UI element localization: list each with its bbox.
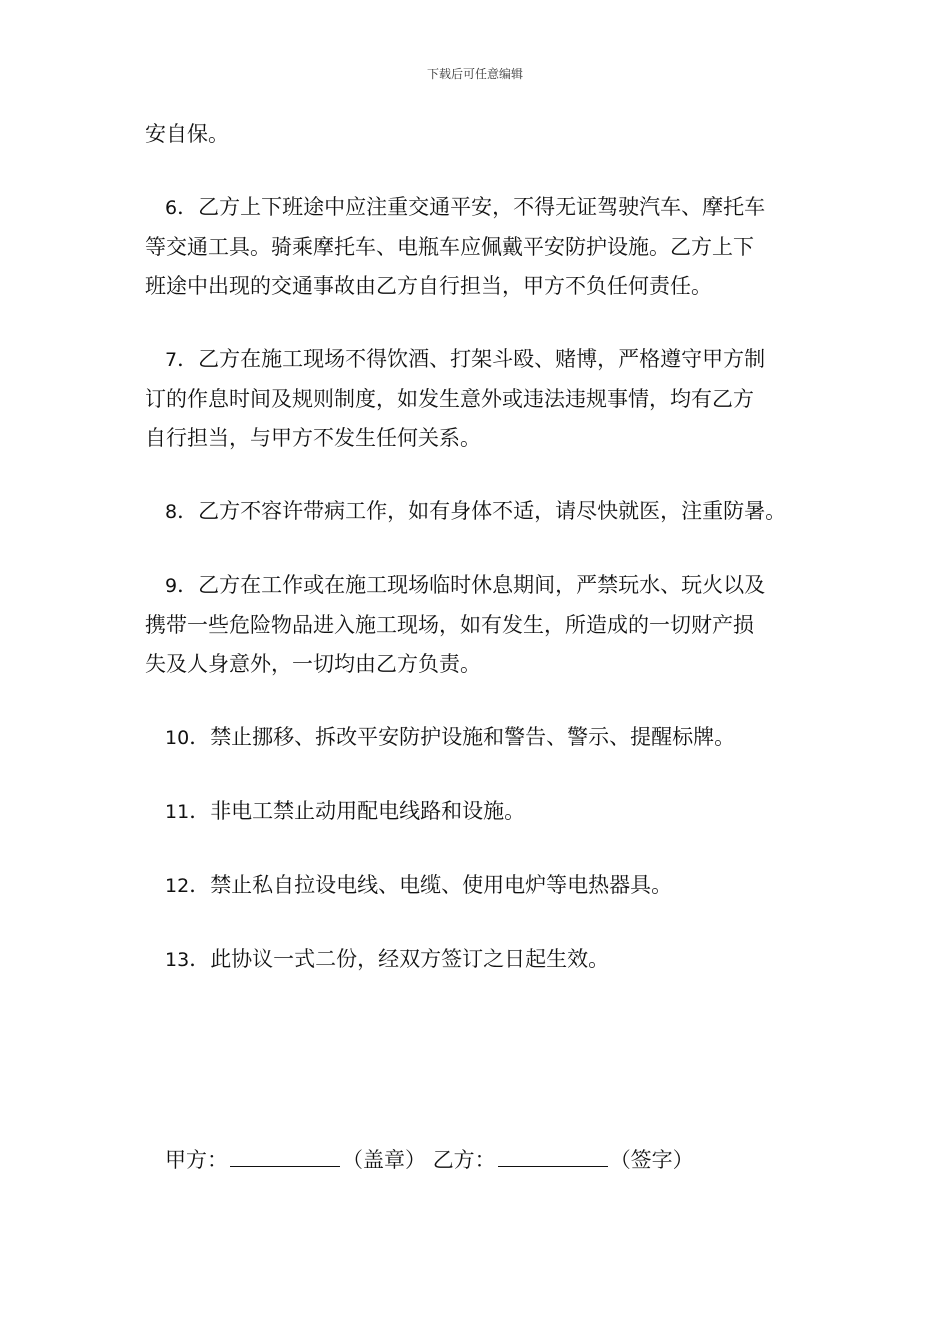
page-header: 下载后可任意编辑 [426,67,523,81]
document-body [145,115,825,980]
clause-line: 等交通工具。骑乘摩托车、电瓶车应佩戴平安防护设施。乙方上下 [145,235,754,259]
clause-number: 10 [165,727,190,749]
clause-8 [145,492,825,532]
clause-line: 自行担当，与甲方不发生任何关系。 [145,426,481,450]
clause-number: 7 [165,349,178,371]
clause-10 [145,718,825,758]
clause-number: 13 [165,949,190,971]
clause-13 [145,940,825,980]
continuation-line: 安自保。 [145,122,229,146]
clause-number: 8 [165,501,178,523]
clause-12 [145,866,825,906]
clause-number: 9 [165,575,178,597]
clause-7 [145,340,825,458]
clause-number: 12 [165,875,190,897]
clause-6 [145,188,825,306]
clause-line: 7．乙方在施工现场不得饮酒、打架斗殴、赌博，严格遵守甲方制 [165,347,766,371]
party-b-sign-note: （签字） [609,1148,694,1172]
clause-number: 11 [165,801,190,823]
clause-line: 10．禁止挪移、拆改平安防护设施和警告、警示、提醒标牌。 [165,725,736,749]
clause-line: 携带一些危险物品进入施工现场，如有发生，所造成的一切财产损 [145,613,754,637]
clause-line: 订的作息时间及规则制度，如发生意外或违法违规事情，均有乙方 [145,387,754,411]
signature-line [165,1143,694,1177]
party-b-blank [498,1144,608,1167]
clause-line: 12．禁止私自拉设电线、电缆、使用电炉等电热器具。 [165,873,673,897]
clause-line: 13．此协议一式二份，经双方签订之日起生效。 [165,947,610,971]
clause-line: 9．乙方在工作或在施工现场临时休息期间，严禁玩水、玩火以及 [165,573,766,597]
party-a-label: 甲方： [165,1148,228,1172]
clause-9 [145,566,825,684]
party-a-seal-note: （盖章） [342,1148,426,1172]
party-a-blank [230,1144,340,1167]
party-b-label: 乙方： [432,1148,496,1172]
clause-line: 11．非电工禁止动用配电线路和设施。 [165,799,526,823]
clause-line: 班途中出现的交通事故由乙方自行担当，甲方不负任何责任。 [145,274,712,298]
clause-line: 8．乙方不容许带病工作，如有身体不适，请尽快就医，注重防暑。 [165,499,787,523]
clause-line: 6．乙方上下班途中应注重交通平安，不得无证驾驶汽车、摩托车 [165,195,766,219]
clause-11 [145,792,825,832]
clause-line: 失及人身意外，一切均由乙方负责。 [145,652,481,676]
clause-number: 6 [165,197,178,219]
